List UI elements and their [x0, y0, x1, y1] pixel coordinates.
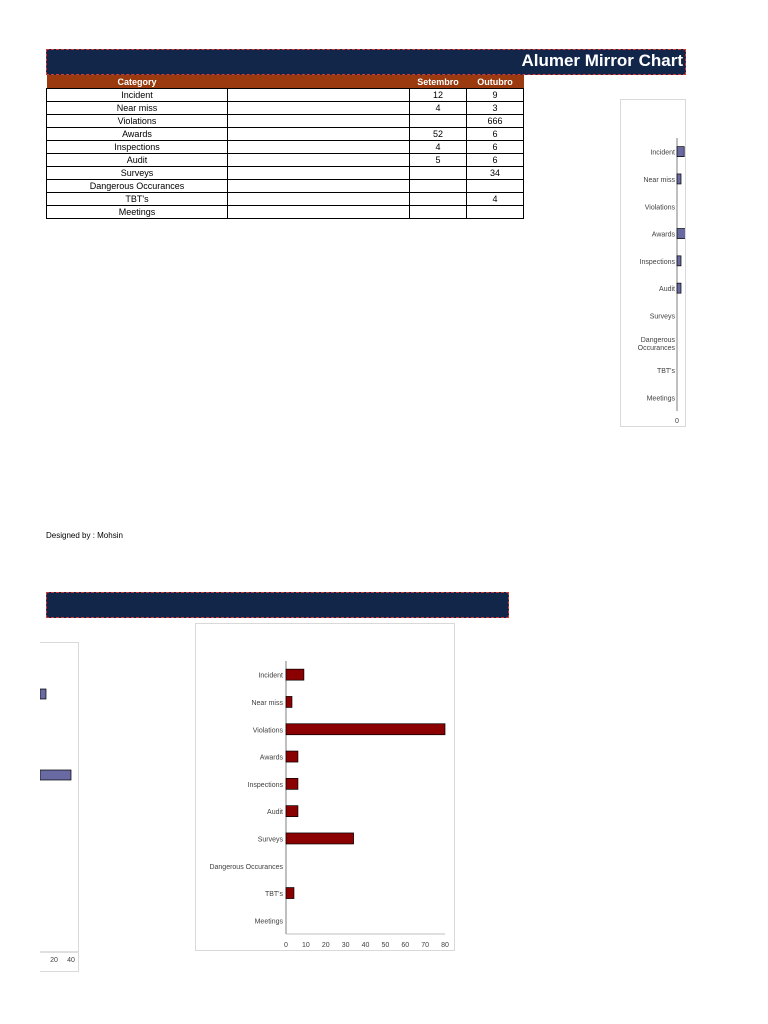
- category-label: Near miss: [251, 699, 283, 707]
- cell-setembro: [410, 167, 467, 180]
- category-label: Violations: [644, 204, 675, 212]
- category-label: Occurances: [637, 344, 675, 352]
- mirror-chart-fragment: [40, 642, 79, 972]
- cell-category: Near miss: [47, 102, 228, 115]
- cell-setembro: 52: [410, 128, 467, 141]
- cell-setembro: 5: [410, 154, 467, 167]
- data-table: [46, 75, 524, 219]
- cell-category: Audit: [47, 154, 228, 167]
- cell-category: Awards: [47, 128, 228, 141]
- bar-setembro: [677, 256, 681, 266]
- cell-outubro: 3: [467, 102, 524, 115]
- category-label: Meetings: [254, 918, 283, 926]
- cell-blank: [228, 102, 410, 115]
- cell-blank: [228, 193, 410, 206]
- category-label: Surveys: [649, 313, 675, 321]
- cell-outubro: 6: [467, 128, 524, 141]
- cell-blank: [228, 167, 410, 180]
- cell-blank: [228, 206, 410, 219]
- table-row: [47, 89, 524, 102]
- category-label: Violations: [252, 727, 283, 735]
- setembro-chart: [620, 99, 686, 427]
- table-row: [47, 206, 524, 219]
- bar-outubro: [286, 669, 304, 680]
- cell-outubro: 34: [467, 167, 524, 180]
- cell-setembro: [410, 115, 467, 128]
- cell-outubro: 4: [467, 193, 524, 206]
- cell-blank: [228, 180, 410, 193]
- cell-outubro: 9: [467, 89, 524, 102]
- category-label: Audit: [659, 286, 675, 294]
- cell-blank: [228, 128, 410, 141]
- bar-outubro: [286, 806, 298, 817]
- x-tick-label: 80: [441, 942, 449, 949]
- table-row: [47, 154, 524, 167]
- bar-setembro: [40, 689, 46, 699]
- cell-setembro: [410, 193, 467, 206]
- x-tick-label: 20: [50, 957, 58, 964]
- category-label: Incident: [650, 149, 675, 157]
- x-tick-label: 40: [361, 942, 370, 949]
- bar-setembro: [677, 147, 684, 157]
- cell-blank: [228, 89, 410, 102]
- table-header-row: [47, 75, 524, 89]
- bar-outubro: [286, 833, 354, 844]
- category-label: Inspections: [639, 258, 675, 266]
- table-row: [47, 115, 524, 128]
- bar-setembro: [677, 174, 681, 184]
- category-label: Inspections: [247, 781, 283, 789]
- cell-outubro: 6: [467, 141, 524, 154]
- category-label: Dangerous: [640, 336, 675, 344]
- cell-outubro: 6: [467, 154, 524, 167]
- category-label: Awards: [259, 754, 283, 762]
- x-tick-label: 40: [67, 957, 75, 964]
- cell-category: Surveys: [47, 167, 228, 180]
- cell-category: Violations: [47, 115, 228, 128]
- bar-setembro: [677, 229, 686, 239]
- x-tick-label: 70: [421, 942, 430, 949]
- bottom-banner: [46, 592, 509, 618]
- header-setembro: Setembro: [410, 75, 467, 89]
- cell-blank: [228, 154, 410, 167]
- category-label: TBT's: [656, 368, 675, 376]
- cell-setembro: 4: [410, 141, 467, 154]
- title-banner: [46, 49, 686, 75]
- header-blank: [228, 75, 410, 89]
- cell-blank: [228, 141, 410, 154]
- page-title: Alumer Mirror Chart: [521, 51, 683, 70]
- cell-setembro: [410, 180, 467, 193]
- cell-outubro: [467, 180, 524, 193]
- bar-outubro: [286, 888, 294, 899]
- cell-setembro: [410, 206, 467, 219]
- outubro-chart: [195, 623, 455, 951]
- x-tick-label: 60: [401, 942, 410, 949]
- cell-blank: [228, 115, 410, 128]
- bar-outubro: [286, 751, 298, 762]
- bar-outubro: [286, 696, 292, 707]
- table-row: [47, 193, 524, 206]
- x-tick-label: 20: [321, 942, 330, 949]
- category-label: Audit: [267, 809, 283, 817]
- cell-outubro: [467, 206, 524, 219]
- cell-setembro: 12: [410, 89, 467, 102]
- designer-credit: Designed by : Mohsin: [46, 531, 123, 540]
- bar-outubro: [286, 778, 298, 789]
- table-row: [47, 128, 524, 141]
- x-tick-label: 30: [341, 942, 350, 949]
- cell-category: Incident: [47, 89, 228, 102]
- cell-category: Meetings: [47, 206, 228, 219]
- cell-setembro: 4: [410, 102, 467, 115]
- cell-category: Inspections: [47, 141, 228, 154]
- x-tick-label: 10: [301, 942, 310, 949]
- table-row: [47, 141, 524, 154]
- category-label: Meetings: [646, 395, 675, 403]
- header-outubro: Outubro: [467, 75, 524, 89]
- mirror-chart-fragment-svg: [40, 643, 79, 972]
- cell-category: Dangerous Occurances: [47, 180, 228, 193]
- bar-setembro: [677, 283, 681, 293]
- x-tick-label: 0: [675, 418, 679, 425]
- cell-category: TBT's: [47, 193, 228, 206]
- bar-setembro: [40, 770, 71, 780]
- cell-outubro: 666: [467, 115, 524, 128]
- category-label: Awards: [651, 231, 675, 239]
- x-tick-label: 50: [381, 942, 390, 949]
- setembro-chart-svg: [621, 100, 686, 427]
- bar-outubro: [286, 724, 445, 735]
- table-row: [47, 102, 524, 115]
- category-label: Incident: [258, 672, 283, 680]
- table-row: [47, 180, 524, 193]
- x-tick-label: 0: [284, 942, 288, 949]
- category-label: Surveys: [257, 836, 283, 844]
- outubro-chart-svg: [196, 624, 456, 952]
- category-label: Near miss: [643, 176, 675, 184]
- category-label: TBT's: [264, 891, 283, 899]
- category-label: Dangerous Occurances: [209, 863, 283, 871]
- table-row: [47, 167, 524, 180]
- header-category: Category: [47, 75, 228, 89]
